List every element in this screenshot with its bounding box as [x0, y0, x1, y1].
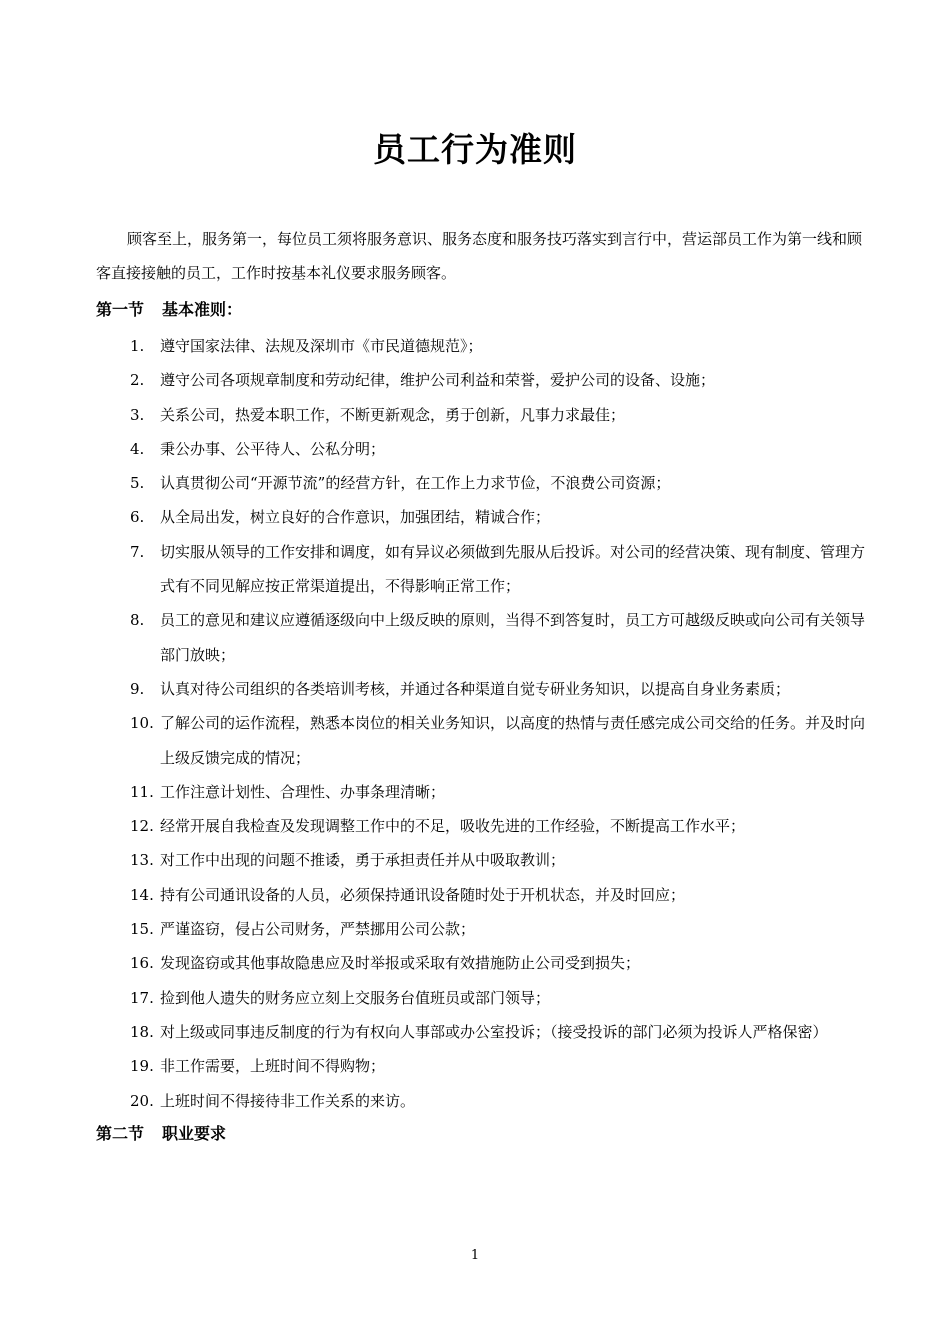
- list-item-text: 非工作需要，上班时间不得购物；: [160, 1057, 386, 1076]
- list-item-text: 遵守公司各项规章制度和劳动纪律，维护公司利益和荣誉，爱护公司的设备、设施；: [160, 371, 716, 390]
- section-number: 第二节: [96, 1124, 145, 1143]
- list-item: [96, 500, 876, 534]
- list-item-number: 1.: [130, 337, 145, 355]
- list-item-text: 对上级或同事违反制度的行为有权向人事部或办公室投诉；（接受投诉的部门必须为投诉人严格保密）: [160, 1022, 828, 1041]
- list-item: [96, 398, 876, 432]
- list-item-text: 发现盗窃或其他事故隐患应及时举报或采取有效措施防止公司受到损失；: [160, 954, 641, 973]
- list-item-number: 3.: [130, 405, 145, 424]
- section-heading-1: [96, 298, 242, 322]
- page-number: 1: [470, 1248, 480, 1263]
- list-item-text: 员工的意见和建议应遵循逐级向中上级反映的原则，当得不到答复时，员工方可越级反映或向公司有关领导部门放映；: [160, 611, 866, 664]
- list-item: [96, 775, 876, 809]
- list-item-number: 10.: [130, 714, 154, 733]
- intro-paragraph: 顾客至上，服务第一，每位员工须将服务意识、服务态度和服务技巧落实到言行中，营运部员工作为第一线和顾客直接接触的员工，工作时按基本礼仪要求服务顾客。: [96, 230, 863, 282]
- document-title: 员工行为准则: [373, 130, 577, 169]
- list-item-text: 认真对待公司组织的各类培训考核，并通过各种渠道自觉专研业务知识，以提高自身业务素质；: [160, 679, 791, 698]
- list-item: [96, 432, 876, 466]
- list-item: [96, 843, 876, 877]
- list-item: [96, 1084, 876, 1118]
- list-item-number: 2.: [130, 371, 145, 390]
- list-item-text: 了解公司的运作流程，熟悉本岗位的相关业务知识，以高度的热情与责任感完成公司交给的任务。并及时向上级反馈完成的情况；: [160, 714, 866, 767]
- list-item-text: 关系公司，热爱本职工作，不断更新观念，勇于创新，凡事力求最佳；: [160, 405, 626, 424]
- list-item-text: 对工作中出现的问题不推诿，勇于承担责任并从中吸取教训；: [160, 851, 566, 870]
- list-item: [96, 363, 876, 397]
- list-item-number: 18.: [130, 1022, 154, 1041]
- list-item: [96, 1015, 876, 1049]
- list-item-text: 严谨盗窃，侵占公司财务，严禁挪用公司公款；: [160, 920, 476, 939]
- section-name: 职业要求: [162, 1124, 227, 1143]
- list-item-text: 秉公办事、公平待人、公私分明；: [160, 439, 386, 458]
- list-item-text: 工作注意计划性、合理性、办事条理清晰；: [160, 782, 446, 801]
- list-item-number: 6.: [130, 508, 145, 527]
- list-item-number: 17.: [130, 988, 154, 1007]
- list-item: [96, 706, 876, 775]
- list-item: [96, 535, 876, 604]
- list-item: [96, 946, 876, 980]
- list-item-text: 持有公司通讯设备的人员，必须保持通讯设备随时处于开机状态，并及时回应；: [160, 885, 686, 904]
- list-item: [96, 809, 876, 843]
- list-item: [96, 912, 876, 946]
- list-item-number: 12.: [130, 817, 154, 836]
- list-item-text: 认真贯彻公司“开源节流”的经营方针，在工作上力求节俭，不浪费公司资源；: [160, 474, 671, 493]
- list-item-number: 7.: [130, 542, 145, 561]
- list-item-number: 4.: [130, 439, 145, 458]
- list-item-number: 11.: [130, 782, 154, 801]
- list-item: [96, 981, 876, 1015]
- section-number: 第一节: [96, 300, 145, 319]
- list-item-number: 19.: [130, 1057, 154, 1076]
- list-item-text: 切实服从领导的工作安排和调度，如有异议必须做到先服从后投诉。对公司的经营决策、现有制度、管理方式有不同见解应按正常渠道提出，不得影响正常工作；: [160, 542, 866, 596]
- list-item: [96, 878, 876, 912]
- list-item-number: 14.: [130, 885, 154, 904]
- list-item: [96, 466, 876, 500]
- list-item-number: 9.: [130, 679, 145, 698]
- list-item: [96, 329, 876, 363]
- list-item: [96, 1049, 876, 1083]
- rules-list: [96, 329, 876, 1118]
- list-item-text: 上班时间不得接待非工作关系的来访。: [160, 1091, 416, 1110]
- section-heading-2: [96, 1122, 226, 1146]
- list-item: [96, 672, 876, 706]
- list-item-text: 捡到他人遗失的财务应立刻上交服务台值班员或部门领导；: [160, 988, 551, 1007]
- list-item-text: 经常开展自我检查及发现调整工作中的不足，吸收先进的工作经验，不断提高工作水平；: [160, 817, 746, 836]
- list-item-text: 遵守国家法律、法规及深圳市《市民道德规范》；: [160, 337, 483, 355]
- list-item-number: 5.: [130, 474, 145, 493]
- list-item-number: 13.: [130, 851, 154, 870]
- list-item-text: 从全局出发，树立良好的合作意识，加强团结，精诚合作；: [160, 508, 551, 527]
- list-item: [96, 603, 876, 672]
- list-item-number: 16.: [130, 954, 154, 973]
- list-item-number: 15.: [130, 920, 154, 939]
- list-item-number: 8.: [130, 611, 145, 630]
- list-item-number: 20.: [130, 1091, 154, 1110]
- section-name: 基本准则：: [162, 300, 243, 319]
